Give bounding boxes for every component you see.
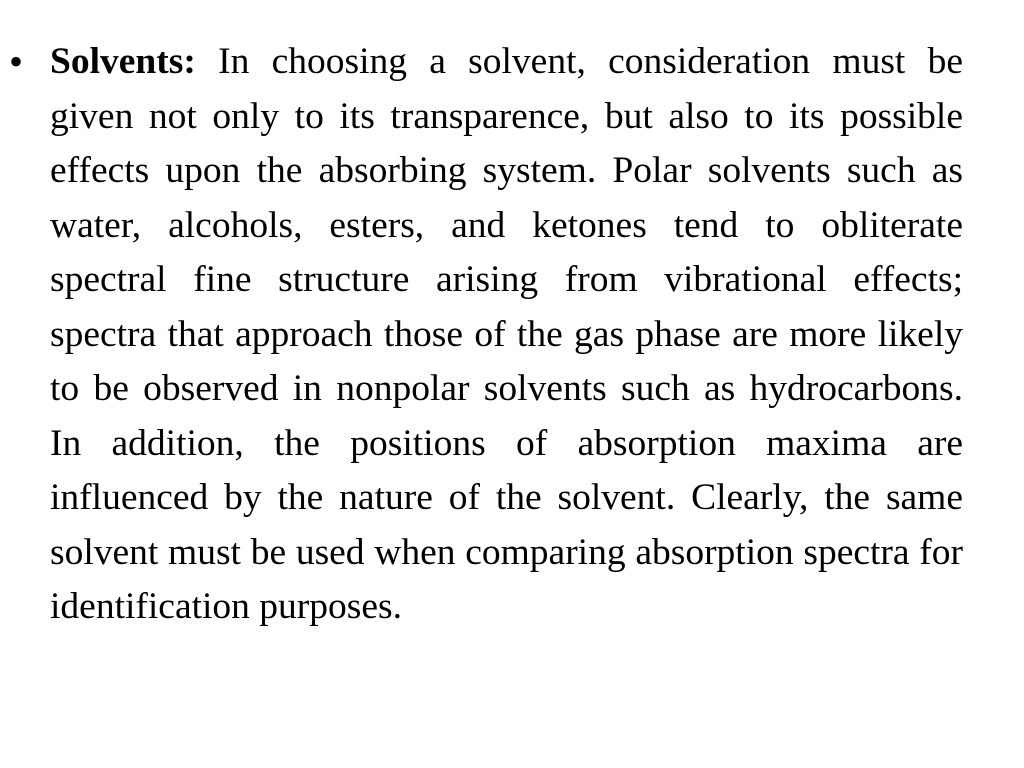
bullet-heading: Solvents: [50, 41, 196, 82]
bullet-body: In choosing a solvent, consideration must be given not only to its transparence, but also to its possible effects upon the absorbing system. Polar solvents such as water, alcohols, esters, and ketones tend to obliterate spectral fine structure arising from vibrational effects; spectra that approach those of the gas phase are more likely to be observed in nonpolar solvents such as hydrocarbons. In addition, the positions of absorption maxima are influenced by the nature of the solvent. Clearly, the same solvent must be used when comparing absorption spectra for identification purposes. [50, 41, 963, 627]
bullet-marker: • [9, 39, 24, 84]
bullet-paragraph [50, 35, 963, 635]
